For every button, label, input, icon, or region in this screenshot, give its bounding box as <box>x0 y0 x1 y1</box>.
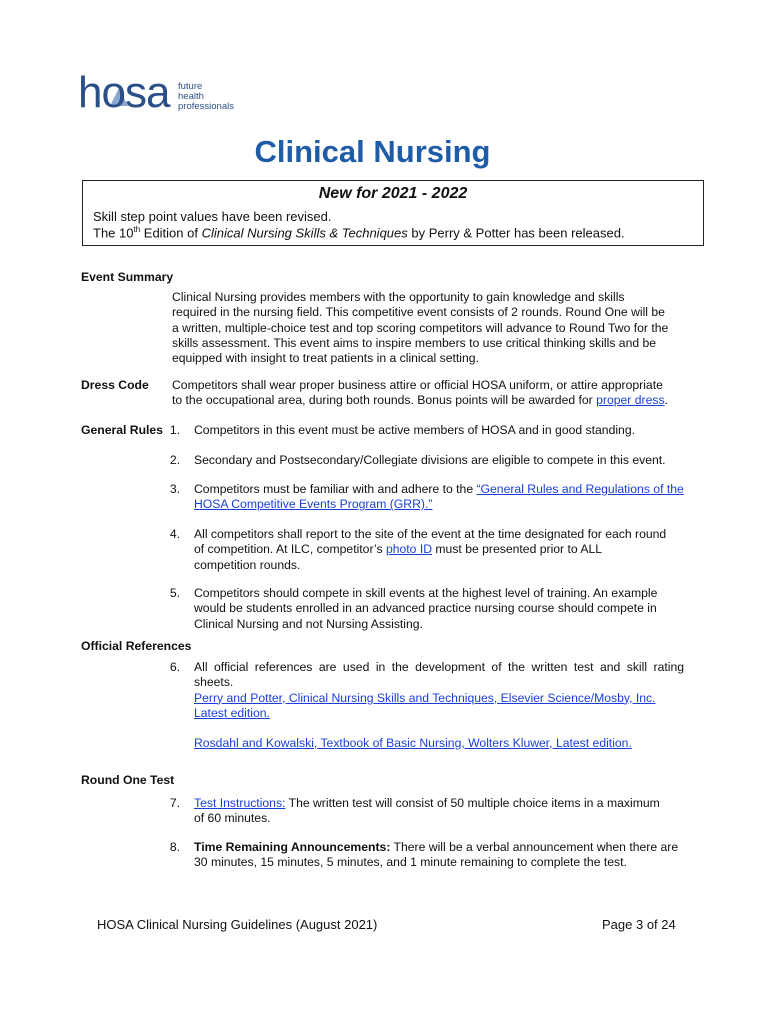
rule-8-text: Time Remaining Announcements: There will be a verbal announcement when there are 30 minutes, 15 minutes, 5 minutes, and 1 minute remaining to complete the test. <box>194 840 679 870</box>
hosa-wordmark: hosa <box>78 68 170 117</box>
new-for-line-1: Skill step point values have been revised. <box>93 209 332 224</box>
grr-link[interactable]: “General Rules and Regulations of the <box>476 482 684 496</box>
new-for-line-2: The 10th Edition of Clinical Nursing Skills & Techniques by Perry & Potter has been released. <box>93 225 625 241</box>
test-instructions-link[interactable]: Test Instructions: <box>194 796 286 810</box>
proper-dress-link[interactable]: proper dress <box>596 393 665 408</box>
official-references-label: Official References <box>81 639 192 653</box>
grr-link-continued[interactable]: HOSA Competitive Events Program (GRR).” <box>194 497 433 512</box>
new-for-heading: New for 2021 - 2022 <box>318 185 468 202</box>
dress-code-text: Competitors shall wear proper business attire or official HOSA uniform, or attire appropriate to the occupational area, during both rounds. Bonus points will be awarded for proper dress. <box>172 378 668 408</box>
page-title: Clinical Nursing <box>254 134 491 169</box>
perry-potter-reference-link[interactable]: Perry and Potter, Clinical Nursing Skills and Techniques, Elsevier Science/Mosby, Inc. <box>194 690 656 705</box>
rule-number: 8. <box>169 840 180 854</box>
footer-title: HOSA Clinical Nursing Guidelines (August 2021) <box>97 917 378 932</box>
rosdahl-kowalski-reference-link[interactable]: Rosdahl and Kowalski, Textbook of Basic Nursing, Wolters Kluwer, Latest edition. <box>194 736 632 750</box>
rule-7-text: Test Instructions: The written test will consist of 50 multiple choice items in a maximum of 60 minutes. <box>194 796 660 826</box>
rule-number: 3. <box>169 482 180 496</box>
rule-3-text: Competitors must be familiar with and adhere to the “General Rules and Regulations of the HOSA Competitive Events Program (GRR).” <box>194 482 684 512</box>
rule-4-text: All competitors shall report to the site of the event at the time designated for each round of competition. At ILC, competitor’s photo ID must be presented prior to ALL competition rounds. <box>194 527 667 572</box>
perry-potter-reference-link-continued[interactable]: Latest edition. <box>194 705 270 720</box>
rule-number: 5. <box>169 586 180 600</box>
round-one-test-label: Round One Test <box>81 773 175 787</box>
rule-number: 4. <box>169 527 180 541</box>
new-for-box <box>82 180 704 246</box>
hosa-tagline: future health professionals <box>178 81 234 112</box>
page-number: Page 3 of 24 <box>602 917 676 932</box>
rule-number: 1. <box>169 423 180 437</box>
references-text: All official references are used in the development of the written test and skill rating sheets. Perry and Potter, Clinical Nursing Skills and Techniques, Elsevier Science/Mosby, Inc. Latest edition. <box>194 660 684 720</box>
event-summary-label: Event Summary <box>81 270 174 284</box>
rule-number: 7. <box>169 796 180 810</box>
rule-5-text: Competitors should compete in skill events at the highest level of training. An example would be students enrolled in an advanced practice nursing course should compete in Clinical Nursing and not Nursing Assisting. <box>194 586 658 631</box>
rule-number: 2. <box>169 453 180 467</box>
dress-code-label: Dress Code <box>81 378 149 392</box>
rule-2-text: Secondary and Postsecondary/Collegiate divisions are eligible to compete in this event. <box>194 453 666 467</box>
event-summary-text: Clinical Nursing provides members with the opportunity to gain knowledge and skills required in the nursing field. This competitive event consists of 2 rounds. Round One will be a written, multiple-choice test and top scoring competitors will advance to Round Two for the skills assessment. This event aims to inspire members to use critical thinking skills and be equipped with insight to treat patients in a clinical setting. <box>172 290 669 366</box>
rule-1-text: Competitors in this event must be active members of HOSA and in good standing. <box>194 423 636 437</box>
photo-id-link[interactable]: photo ID <box>385 542 433 557</box>
rule-number: 6. <box>169 660 180 674</box>
general-rules-label: General Rules <box>81 423 163 437</box>
